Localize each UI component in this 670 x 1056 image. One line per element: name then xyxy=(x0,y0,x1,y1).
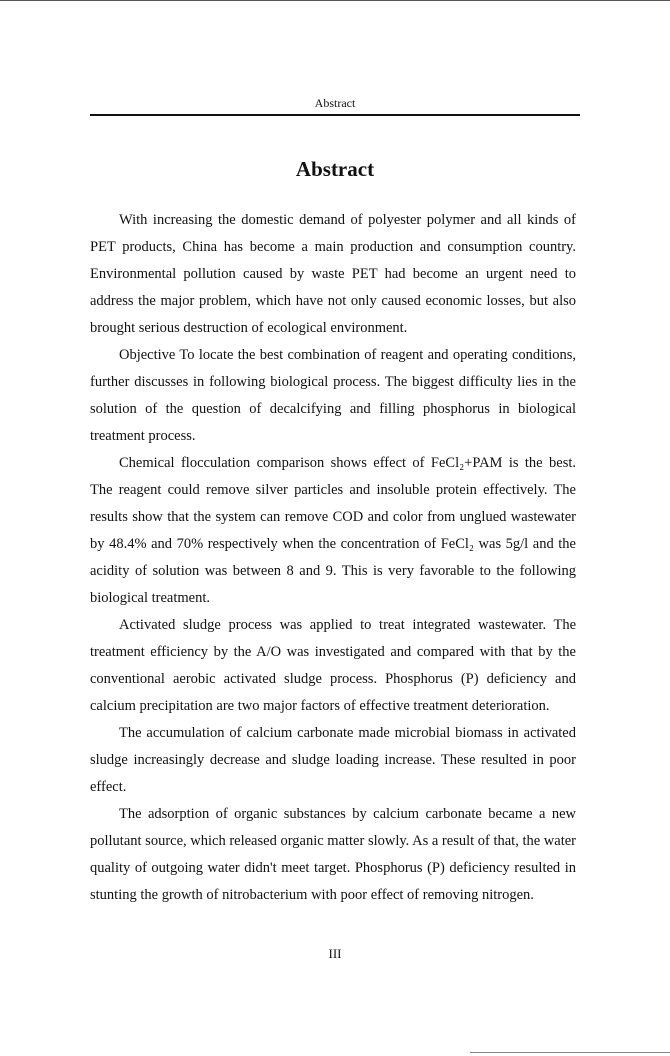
paragraph-1: With increasing the domestic demand of polyester polymer and all kinds of PET products, China has become a main production and consumption country. Environmental pollution caused by waste PET had become an urgent need to address the major problem, which have not only caused economic losses, but also brought serious destruction of ecological environment. xyxy=(90,212,576,336)
paragraph-2: Objective To locate the best combination of reagent and operating conditions, further discusses in following biological process. The biggest difficulty lies in the solution of the question of decalcifying and filling phosphorus in biological treatment process. xyxy=(90,347,576,444)
paragraph-3: Chemical flocculation comparison shows effect of FeCl₂+PAM is the best. The reagent could remove silver particles and insoluble protein effectively. The results show that the system can remove COD and color from unglued wastewater by 48.4% and 70% respectively when the concentration of FeCl₂ was 5g/l and the acidity of solution was between 8 and 9. This is very favorable to the following biological treatment. xyxy=(90,455,576,606)
paragraph-5: The accumulation of calcium carbonate made microbial biomass in activated sludge increasingly decrease and sludge loading increase. These resulted in poor effect. xyxy=(90,725,576,795)
abstract-body xyxy=(90,207,576,909)
page-title: Abstract xyxy=(295,157,375,181)
paragraph-4: Activated sludge process was applied to treat integrated wastewater. The treatment efficiency by the A/O was investigated and compared with that by the conventional aerobic activated sludge process. Phosphorus (P) deficiency and calcium precipitation are two major factors of effective treatment deterioration. xyxy=(90,617,576,714)
running-header: Abstract xyxy=(314,96,356,110)
scan-edge-bottom xyxy=(470,1052,670,1053)
header-rule xyxy=(90,114,580,116)
page-number: III xyxy=(328,946,342,961)
paragraph-6: The adsorption of organic substances by calcium carbonate became a new pollutant source, which released organic matter slowly. As a result of that, the water quality of outgoing water didn't meet target. Phosphorus (P) deficiency resulted in stunting the growth of nitrobacterium with poor effect of removing nitrogen. xyxy=(90,806,577,903)
scan-edge-top xyxy=(0,0,670,1)
